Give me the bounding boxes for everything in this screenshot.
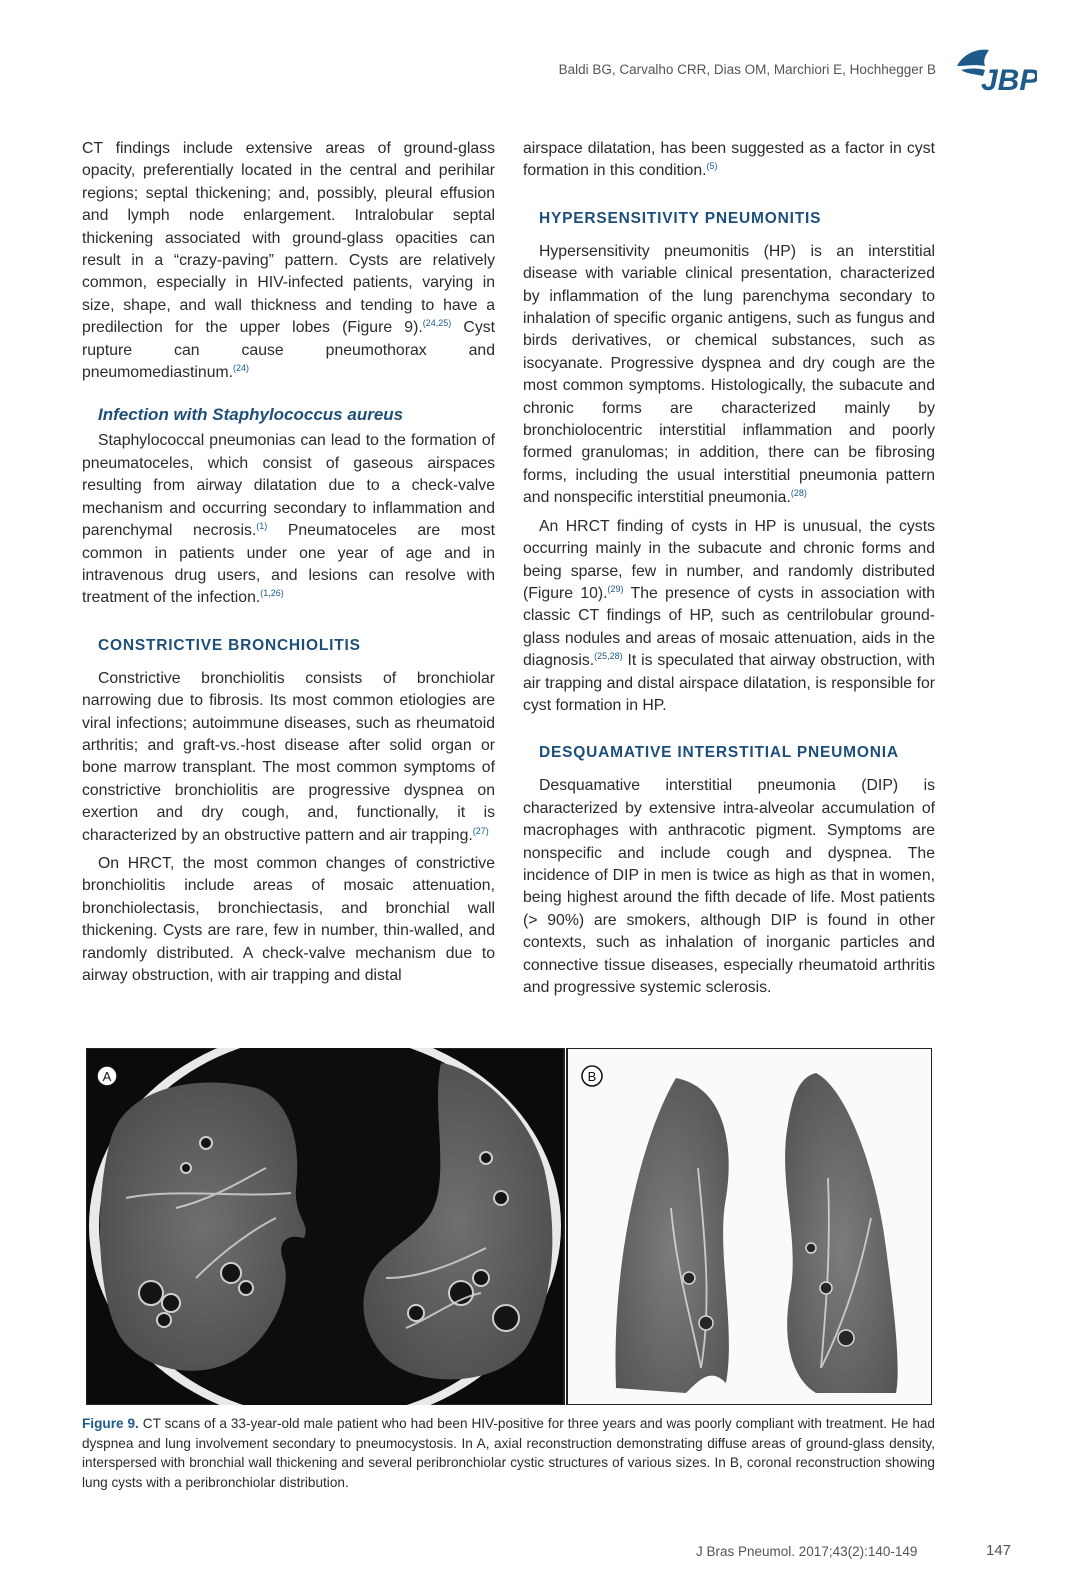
citation[interactable]: (28) (790, 488, 807, 499)
paragraph-constrictive-2: On HRCT, the most common changes of constrictive bronchiolitis include areas of mosaic attenuation, bronchiolectasis, bronchiectasis, and bronchial wall thickening. Cysts are rare, few in number, thin-walled, and randomly distributed. A check-valve mechanism due to airway obstruction, with air trapping and distal (82, 854, 495, 984)
jbp-logo-icon (955, 46, 1037, 98)
paragraph-hp-2: An HRCT finding of cysts in HP is unusual, the cysts occurring mainly in the subacute and chronic forms and being sparse, few in number, and randomly distributed (Figure 10).$^{(29)}$ The presence of cysts in association with classic CT findings of HP, such as centrilobular ground-glass nodules and areas of mosaic attenuation, aids in the diagnosis.$^{(25,28)}$ It is speculated that airway obstruction, with air trapping and distal airspace dilatation, is responsible for cyst formation in HP. (523, 517, 935, 714)
jbp-logo-text: JBP (981, 64, 1037, 97)
citation[interactable]: (1) (256, 521, 268, 532)
citation[interactable]: (1,26) (260, 588, 284, 599)
paragraph-constrictive-1: Constrictive bronchiolitis consists of bronchiolar narrowing due to fibrosis. Its most common etiologies are viral infections; autoimmune diseases, such as rheumatoid arthritis; and graft-vs.-host disease after solid organ or bone marrow transplant. The most common symptoms of constrictive bronchiolitis are progressive dyspnea on exertion and dry cough, and, functionally, it is characterized by an obstructive pattern and air trapping.$^{(27)}$ (82, 669, 495, 844)
left-column (82, 138, 495, 993)
paragraph-staphylococcus: Staphylococcal pneumonias can lead to the formation of pneumatoceles, which consist of gaseous airspaces resulting from airway dilatation due to a check-valve mechanism and occurring secondary to inflammation and parenchymal necrosis.$^{(1)}$ Pneumatoceles are most common in patients under one year of age and in intravenous drug users, and lesions can resolve with treatment of the infection.$^{(1,26)}$ (82, 432, 495, 607)
paragraph-hp-1: Hypersensitivity pneumonitis (HP) is an interstitial disease with variable clinical presentation, characterized by inflammation of the lung parenchyma secondary to inhalation of specific organic antigens, such as fungus and birds derivatives, or chemical substances, such as isocyanate. Progressive dyspnea and dry cough are the most common symptoms. Histologically, the subacute and chronic forms are characterized mainly by bronchiolocentric interstitial inflammation and poorly formed granulomas; in addition, there can be fibrosing forms, including the usual interstitial pneumonia pattern and nonspecific interstitial pneumonia.$^{(28)}$ (523, 242, 935, 507)
paragraph-continued: airspace dilatation, has been suggested as a factor in cyst formation in this condition.$^{(5)}$ (523, 140, 935, 180)
citation[interactable]: (24,25) (422, 318, 452, 329)
citation[interactable]: (27) (472, 825, 489, 836)
figure-label: Figure 9. (82, 1416, 139, 1431)
figure-9-caption: Figure 9. CT scans of a 33-year-old male patient who had been HIV-positive for three years and was poorly compliant with treatment. He had dyspnea and lung involvement secondary to pneumocystosis. In A, axial reconstruction demonstrating diffuse areas of ground-glass density, interspersed with bronchial wall thickening and several peribronchiolar cystic structures of various sizes. In B, coronal reconstruction showing lung cysts with a peribronchiolar distribution. (82, 1416, 935, 1490)
panel-a-label: A (102, 1069, 112, 1084)
right-column (523, 138, 935, 1005)
footer-journal-citation: J Bras Pneumol. 2017;43(2):140-149 (696, 1544, 918, 1559)
panel-a-axial-ct (86, 1048, 564, 1405)
panel-b-coronal-ct (567, 1048, 932, 1405)
figure-9-images (86, 1048, 932, 1405)
citation[interactable]: (25,28) (594, 651, 623, 662)
figure-9 (86, 1048, 932, 1405)
paragraph-ct-findings: CT findings include extensive areas of ground-glass opacity, preferentially located in the central and perihilar regions; septal thickening; and, possibly, pleural effusion and lymph node enlargement. Intralobular septal thickening associated with ground-glass opacities can result in a “crazy-paving” pattern. Cysts are relatively common, especially in HIV-infected patients, varying in size, shape, and wall thickness and tending to have a predilection for the upper lobes (Figure 9).$^{(24,25)}$ Cyst rupture can cause pneumothorax and pneumomediastinum.$^{(24)}$ (82, 140, 496, 382)
panel-b-label: B (587, 1069, 597, 1084)
citation[interactable]: (24) (233, 363, 250, 374)
citation[interactable]: (5) (706, 161, 718, 172)
page-number: 147 (986, 1542, 1012, 1559)
paragraph-dip: Desquamative interstitial pneumonia (DIP) is characterized by extensive intra-alveolar accumulation of macrophages with anthracotic pigment. Symptoms are nonspecific and include cough and dyspnea. The incidence of DIP in men is twice as high as that in women, being highest around the fifth decade of life. Most patients (> 90%) are smokers, although DIP is found in other contexts, such as inhalation of inorganic particles and connective tissue diseases, especially rheumatoid arthritis and progressive systemic sclerosis. (523, 777, 935, 996)
heading-staphylococcus: Infection with Staphylococcus aureus (98, 405, 404, 425)
jbp-logo (955, 46, 1037, 98)
heading-hypersensitivity-pneumonitis: HYPERSENSITIVITY PNEUMONITIS (539, 209, 822, 227)
heading-desquamative-interstitial-pneumonia: DESQUAMATIVE INTERSTITIAL PNEUMONIA (539, 744, 899, 762)
running-head-authors: Baldi BG, Carvalho CRR, Dias OM, Marchiori E, Hochhegger B (558, 62, 936, 77)
citation[interactable]: (29) (607, 583, 624, 594)
heading-constrictive-bronchiolitis: CONSTRICTIVE BRONCHIOLITIS (98, 636, 361, 654)
